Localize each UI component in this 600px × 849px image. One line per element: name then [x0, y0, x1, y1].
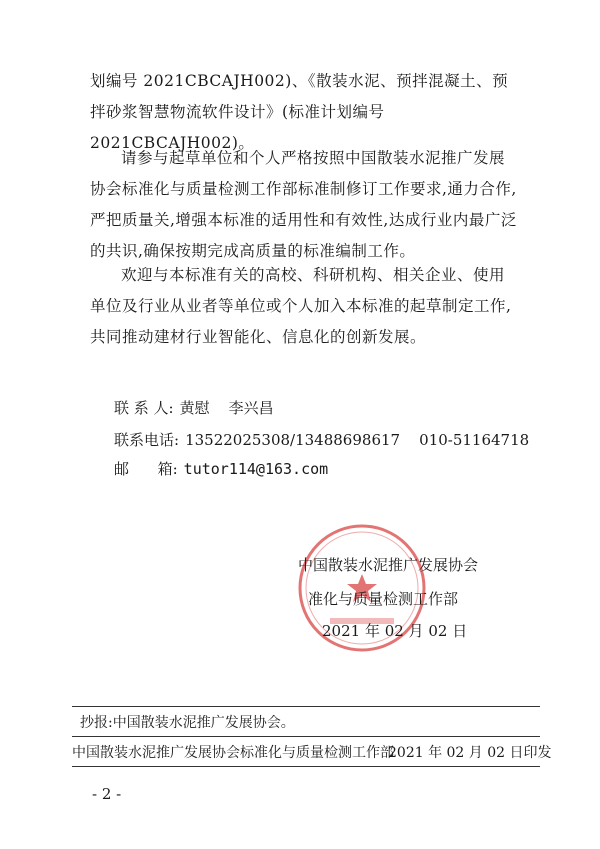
body-paragraph-3: 欢迎与本标准有关的高校、科研机构、相关企业、使用单位及行业从业者等单位或个人加入本标准的起草制定工作,共同推动建材行业智能化、信息化的创新发展。 [90, 266, 512, 346]
contact-phone-row [114, 430, 529, 450]
contact-person-label: 联 系 人: [114, 399, 174, 417]
contact-person-value: 黄慰 李兴昌 [179, 399, 274, 417]
footer-issue-date: 2021 年 02 月 02 日印发 [388, 745, 552, 761]
footer-divider-middle [72, 736, 540, 737]
contact-phone-label: 联系电话: [114, 431, 180, 449]
footer-cc: 抄报:中国散装水泥推广发展协会。 [80, 715, 295, 731]
footer-issuer: 中国散装水泥推广发展协会标准化与质量检测工作部 [72, 745, 394, 761]
body-paragraph-2: 请参与起草单位和个人严格按照中国散装水泥推广发展协会标准化与质量检测工作部标准制修订工作要求,通力合作,严把质量关,增强本标准的适用性和有效性,达成行业内最广泛的共识,确保按期完成高质量的标准编制工作。 [90, 149, 517, 260]
body-paragraph-1: 划编号 2021CBCAJH002)、《散装水泥、预拌混凝土、预拌砂浆智慧物流软件设计》(标准计划编号 2021CBCAJH002)。 [90, 72, 509, 152]
contact-email-row [114, 459, 328, 479]
signature-org: 中国散装水泥推广发展协会 [298, 556, 479, 574]
signature-department: 准化与质量检测工作部 [308, 590, 459, 608]
signature-date: 2021 年 02 月 02 日 [322, 622, 468, 640]
footer-divider-top [72, 706, 540, 707]
contact-email-label: 邮 箱: [114, 460, 178, 478]
footer-divider-bottom [72, 766, 540, 767]
contact-phone-value: 13522025308/13488698617 010-51164718 [185, 431, 530, 449]
contact-person-row [114, 398, 274, 418]
page-number: - 2 - [92, 785, 122, 803]
contact-email-value: tutor114@163.com [183, 460, 329, 478]
